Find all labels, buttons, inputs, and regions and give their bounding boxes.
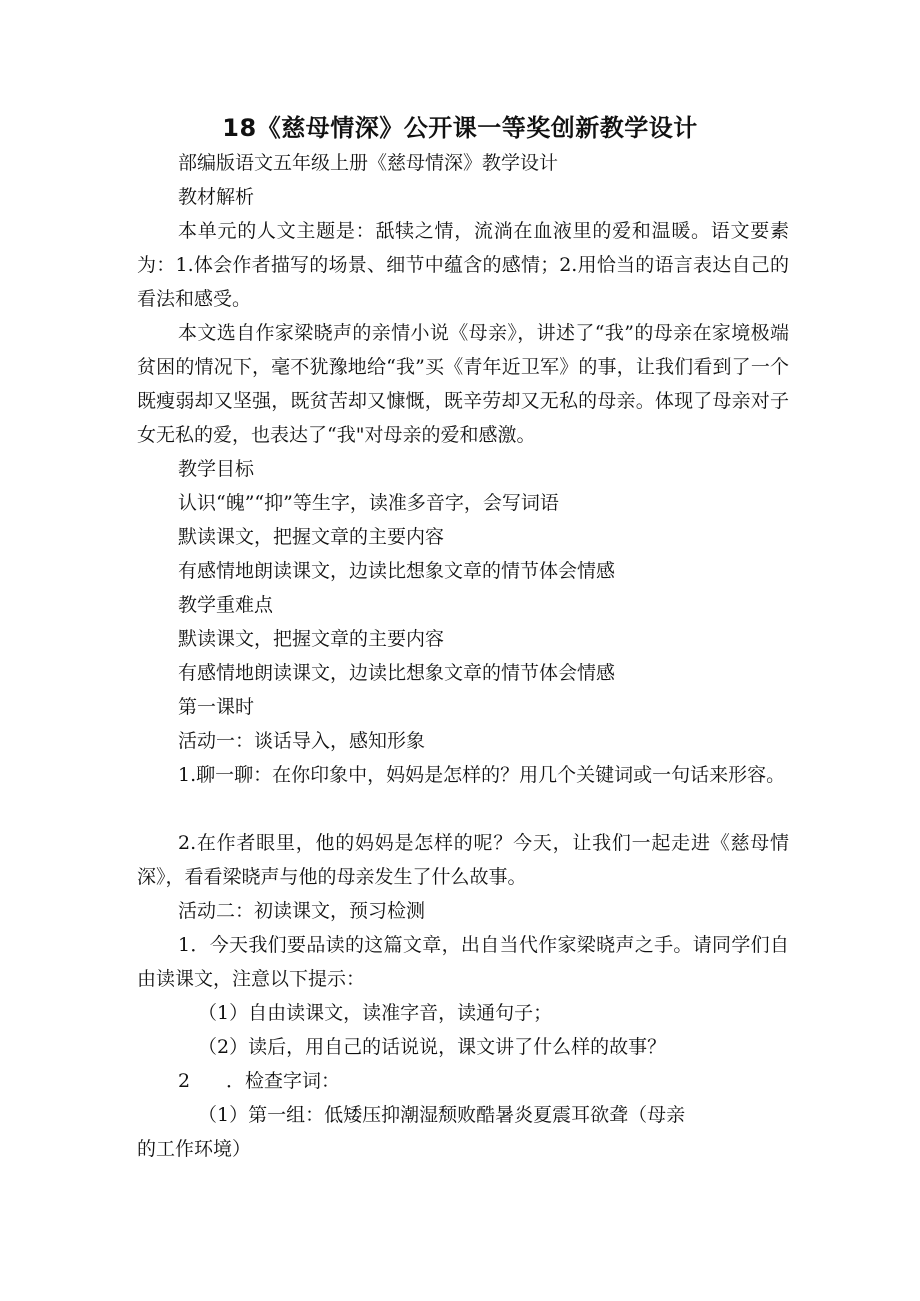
activity2-item2-text: ．检查字词： <box>226 1070 341 1092</box>
goal-item: 认识“魄”“抑”等生字，读准多音字，会写词语 <box>178 492 559 514</box>
activity2-subitem: （2）读后，用自己的话说说，课文讲了什么样的故事？ <box>198 1036 667 1058</box>
activity1-item1: 1.聊一聊：在你印象中，妈妈是怎样的？用几个关键词或一句话来形容。 <box>178 764 786 786</box>
subtitle: 部编版语文五年级上册《慈母情深》教学设计 <box>178 152 559 174</box>
key-point-item: 有感情地朗读课文，边读比想象文章的情节体会情感 <box>178 662 616 684</box>
activity-heading-1: 活动一：谈话导入，感知形象 <box>178 730 426 752</box>
key-point-item: 默读课文，把握文章的主要内容 <box>178 628 445 650</box>
goal-item: 默读课文，把握文章的主要内容 <box>178 526 445 548</box>
goal-item: 有感情地朗读课文，边读比想象文章的情节体会情感 <box>178 560 616 582</box>
section-heading-key-points: 教学重难点 <box>178 594 274 616</box>
paragraph-theme: 本单元的人文主题是：舐犊之情，流淌在血液里的爱和温暖。语文要素为：1.体会作者描写的场景、细节中蕴含的感情；2.用恰当的语言表达自己的看法和感受。 <box>137 220 789 310</box>
lesson-heading: 第一课时 <box>178 696 255 718</box>
activity-heading-2: 活动二：初读课文，预习检测 <box>178 900 426 922</box>
document-title: 18《慈母情深》公开课一等奖创新教学设计 <box>222 114 698 142</box>
paragraph-text-summary: 本文选自作家梁晓声的亲情小说《母亲》，讲述了“我”的母亲在家境极端贫困的情况下，毫不犹豫地给“我”买《青年近卫军》的事，让我们看到了一个既瘦弱却又坚强，既贫苦却又慷慨，既辛劳却又无私的母亲。体现了母亲对子女无私的爱，也表达了“我"对母亲的爱和感激。 <box>137 322 789 446</box>
activity1-item2: 2.在作者眼里，他的妈妈是怎样的呢？今天，让我们一起走进《慈母情深》，看看梁晓声与他的母亲发生了什么故事。 <box>137 832 789 888</box>
section-heading-analysis: 教材解析 <box>178 186 255 208</box>
section-heading-goals: 教学目标 <box>178 458 255 480</box>
activity2-subitem: （1）自由读课文，读准字音，读通句子； <box>198 1002 553 1024</box>
word-group-line-continued: 的工作环境） <box>137 1138 252 1160</box>
word-group-line: （1）第一组：低矮压抑潮湿颓败酷暑炎夏震耳欲聋（母亲 <box>198 1104 686 1126</box>
activity2-item1: 1．今天我们要品读的这篇文章，出自当代作家梁晓声之手。请同学们自由读课文，注意以下提示： <box>137 934 789 990</box>
activity2-item2-number: 2 <box>178 1070 191 1092</box>
